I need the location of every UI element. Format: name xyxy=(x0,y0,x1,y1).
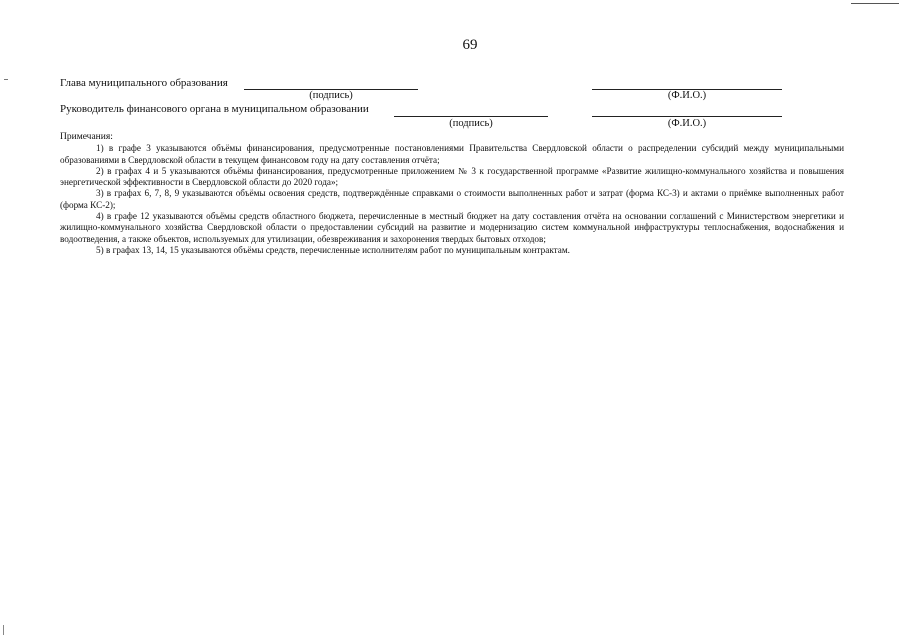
sign-caption-finance: (подпись) xyxy=(449,118,493,129)
scan-edge-mark-bottom xyxy=(3,625,4,635)
name-caption-finance: (Ф.И.О.) xyxy=(667,118,707,129)
scan-edge-line xyxy=(851,3,899,4)
notes-section xyxy=(60,132,844,256)
note-item: 2) в графах 4 и 5 указываются объёмы финансирования, предусмотренные приложением № 3 к государственной программе «Развитие жилищно-коммунального хозяйства и повышения энергетической эффективности в Свердловской области до 2020 года»; xyxy=(60,165,844,188)
name-line-finance xyxy=(592,116,782,117)
page-number: 69 xyxy=(462,37,478,53)
note-item: 3) в графах 6, 7, 8, 9 указываются объёмы освоения средств, подтверждённые справками о стоимости выполненных работ и затрат (форма КС-3) и актами о приёмке выполненных работ (форма КС-2); xyxy=(60,188,844,210)
sign-caption-head: (подпись) xyxy=(309,90,353,101)
note-item: 5) в графах 13, 14, 15 указываются объёмы средств, перечисленные исполнителям работ по муниципальным контрактам. xyxy=(96,244,570,255)
signature-label-finance: Руководитель финансового органа в муниципальном образовании xyxy=(60,103,369,115)
signature-label-head: Глава муниципального образования xyxy=(60,77,228,89)
signature-line-finance xyxy=(394,116,548,117)
scan-edge-mark xyxy=(4,79,8,80)
name-caption-head: (Ф.И.О.) xyxy=(667,90,707,101)
note-item: 4) в графе 12 указываются объёмы средств областного бюджета, перечисленные в местный бюджет на дату составления отчёта на основании соглашений с Министерством энергетики и жилищно-коммунального хозяйства Свердловской области о предоставлении субсидий на развитие и модернизацию систем коммунальной инфраструктуры теплоснабжения, водоснабжения и водоотведения, а также объектов, используемых для утилизации, обезвреживания и захоронения твердых бытовых отходов; xyxy=(60,211,844,244)
notes-title: Примечания: xyxy=(60,132,113,142)
note-item: 1) в графе 3 указываются объёмы финансирования, предусмотренные постановлениями Правительства Свердловской области о распределении субсидий между муниципальными образованиями в Свердловской области в текущем финансовом году на дату составления отчёта; xyxy=(60,143,844,165)
